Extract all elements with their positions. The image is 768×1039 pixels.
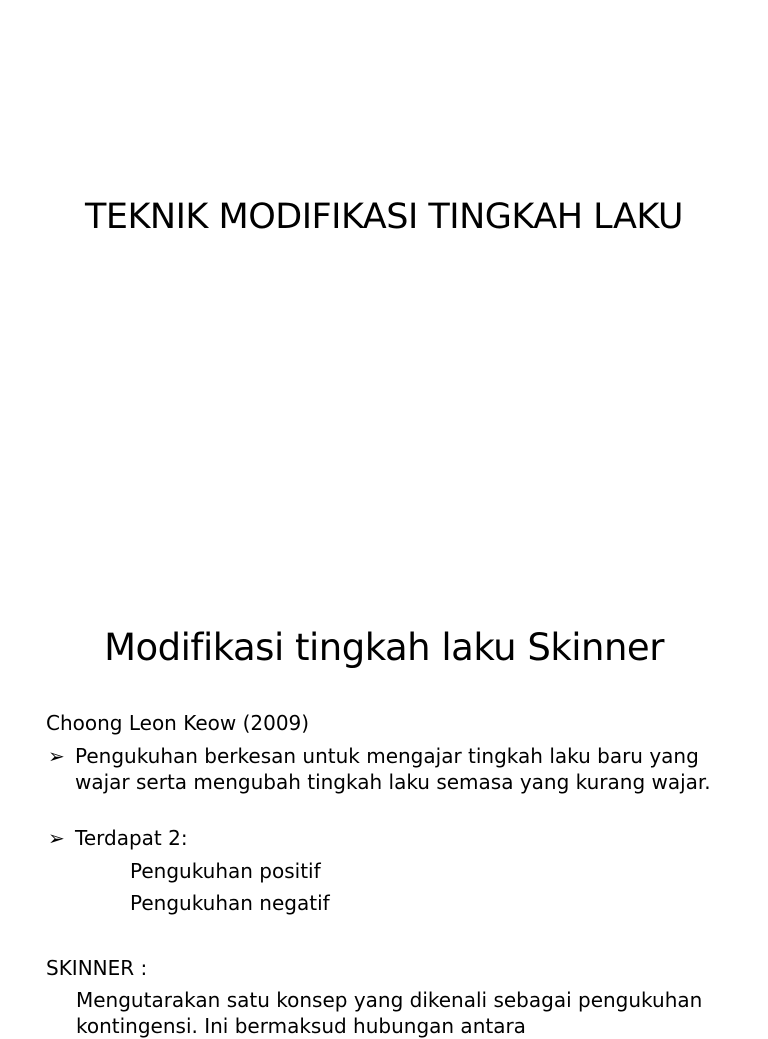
- arrow-bullet-icon: ➢: [48, 826, 65, 850]
- bullet-item: Pengukuhan berkesan untuk mengajar tingkah laku baru yang wajar serta mengubah tingkah laku semasa yang kurang wajar.: [75, 744, 711, 794]
- section-title: Modifikasi tingkah laku Skinner: [104, 626, 664, 669]
- arrow-bullet-icon: ➢: [48, 744, 65, 768]
- skinner-label: SKINNER :: [46, 956, 148, 980]
- slide-title: TEKNIK MODIFIKASI TINGKAH LAKU: [84, 197, 684, 237]
- skinner-description: Mengutarakan satu konsep yang dikenali sebagai pengukuhan kontingensi. Ini bermaksud hubungan antara: [76, 988, 703, 1038]
- author-citation: Choong Leon Keow (2009): [46, 711, 310, 735]
- sub-item: Pengukuhan negatif: [130, 891, 330, 915]
- bullet-item: Terdapat 2:: [75, 826, 188, 850]
- sub-item: Pengukuhan positif: [130, 859, 321, 883]
